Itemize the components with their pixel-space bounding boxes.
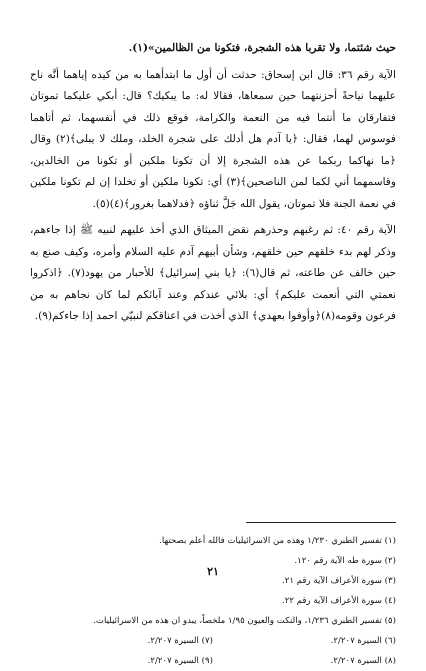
footnote-7: (٧) السيرة ٢/٢٠٧. <box>147 636 213 646</box>
footnotes <box>30 531 396 671</box>
footnote-4: (٤) سورة الأعراف الآية رقم ٢٢. <box>282 596 396 606</box>
footnote-row <box>30 631 396 651</box>
paragraph-verse-40: الآية رقم ٤٠: ثم رغبهم وحذرهم نقض الميثاق الذي أخذ عليهم لنبيه ﷺ إذا جاءهم، وذكر لهم بدء خلقهم حين خلقهم، وشأن أبيهم آدم عليه السلام وأمره، وكيف صنع به حين خالف عن طاعته، ثم قال(٦): ﴿يا بني إسرائيل﴾ للأحبار من يهود(٧). ﴿اذكروا نعمتي التي أنعمت عليكم﴾ أي: بلائي عندكم وعند آبائكم لما كان نجاهم به من فرعون وقومه(٨)﴿وأوفوا بعهدي﴾ الذي أخذت في اعناقكم لنبيّي احمد إذا جاءكم(٩). <box>30 224 397 322</box>
paragraph-verse-36: الآية رقم ٣٦: قال ابن إسحاق: حدثت أن أول ما ابتدأهما به من كيده إياهما أنَّه ناح عليهما نياحةً أحزنتهما حين سمعاها، فقالا له: ما يبكيك؟ قال: أبكي عليكما تموتان فتفارقان ما أنتما فيه من النعمة والكرامة، فوقع ذلك في أنفسهما، ثم أتاهما فوسوس لهما، فقال: ﴿يا آدم هل أدلك على شجرة الخلد، وملك لا يبلى﴾(٢) وقال ﴿ما نهاكما ربكما عن هذه الشجرة إلا أن تكونا ملكين أو تكونا من الخالدين، وقاسمهما أني لكما لمن الناصحين﴾(٣) أي: تكونا ملكين أو تخلدا إن لم تكونا ملكين في نعمة الجنة فلا تموتان، يقول الله جَلَّ ثناؤه ﴿فدلاهما بغرور﴾(٤)(٥). <box>30 68 396 210</box>
footnote-row <box>30 651 396 671</box>
main-text <box>30 38 396 518</box>
page-number: ٢١ <box>207 565 219 578</box>
footnote-5: (٥) تفسير الطبري ١/٢٣٦، والنكت والعيون ١/٩٥ ملخصاً، يبدو ان هذه من الاسرائيليات. <box>93 616 396 626</box>
footnote-3: (٣) سورة الأعراف الآية رقم ٢١. <box>282 576 396 586</box>
footnote-1: (١) تفسير الطبري ١/٢٣٠ وهذه من الاسرائيليات فالله أعلم بصحتها. <box>159 536 396 546</box>
paragraph-verse-ending: حيث شئتما، ولا تقربا هذه الشجرة، فتكونا من الظالمين»(١). <box>128 42 396 54</box>
footnote-2: (٢) سورة طه الآية رقم ١٢٠. <box>294 556 396 566</box>
footnote-8: (٨) السيرة ٢/٢٠٧. <box>330 656 396 666</box>
footnote-divider <box>246 522 396 523</box>
footnote-9: (٩) السيرة ٢/٢٠٧. <box>147 656 213 666</box>
footnote-6: (٦) السيرة ٢/٢٠٧. <box>330 636 396 646</box>
